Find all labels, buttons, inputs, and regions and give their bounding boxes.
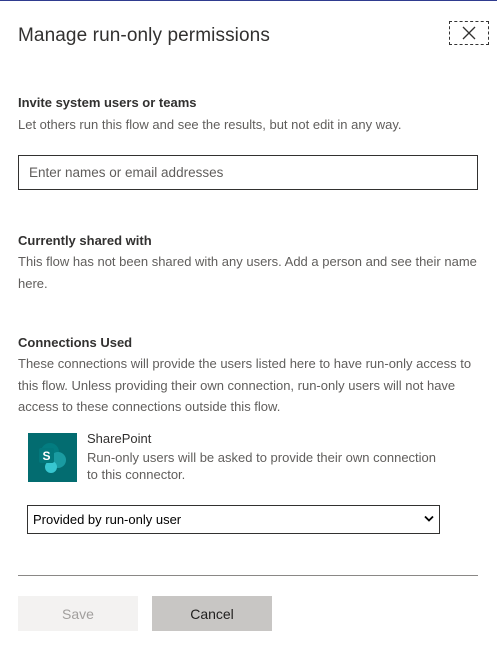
dialog-title: Manage run-only permissions [18,25,270,46]
connection-description: Run-only users will be asked to provide their own connection to this connector. [87,450,437,482]
invite-heading: Invite system users or teams [18,95,197,110]
shared-description: This flow has not been shared with any users. Add a person and see their name here. [18,254,477,291]
footer-divider [18,575,478,576]
connections-heading: Connections Used [18,335,133,350]
connections-description: These connections will provide the users listed here to have run-only access to this flow. Unless providing their own connection, run-only users will not have access to these connections outside this flow. [18,356,472,414]
connection-name: SharePoint [87,431,152,446]
connection-provider-select[interactable] [27,505,440,534]
cancel-button[interactable]: Cancel [152,596,272,631]
invite-description: Let others run this flow and see the results, but not edit in any way. [18,117,402,132]
sharepoint-icon [28,433,77,482]
close-button[interactable] [449,21,489,45]
invite-search-input[interactable] [18,155,478,190]
svg-text:S: S [42,449,51,463]
connection-provider-dropdown[interactable] [28,506,439,533]
close-icon [462,26,476,40]
save-button[interactable]: Save [18,596,138,631]
shared-heading: Currently shared with [18,233,152,248]
